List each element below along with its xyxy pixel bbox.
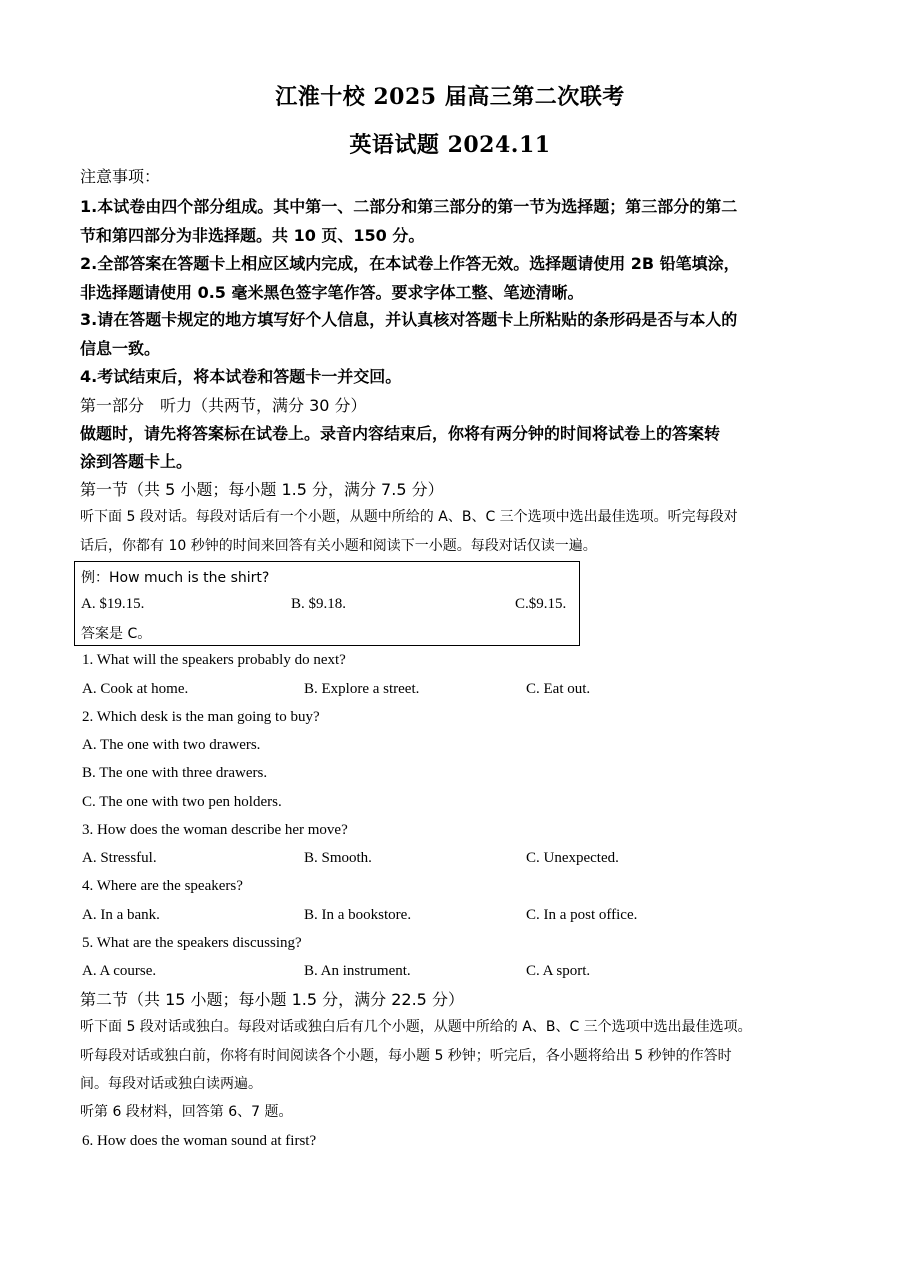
question-1-option-c: C. Eat out. [526, 681, 591, 697]
question-5-option-c: C. A sport. [526, 963, 591, 979]
notice-item-1-line-1: 1.本试卷由四个部分组成。其中第一、二部分和第三部分的第一节为选择题；第三部分的第二 [80, 197, 738, 216]
question-3: 3. How does the woman describe her move? [82, 822, 348, 838]
section1-instruction-line-2: 话后，你都有 10 秒钟的时间来回答有关小题和阅读下一小题。每段对话仅读一遍。 [80, 538, 597, 554]
question-4-option-c: C. In a post office. [526, 907, 638, 923]
example-option-a: A. $19.15. [81, 596, 145, 612]
question-5-option-a: A. A course. [82, 963, 157, 979]
question-2-option-c: C. The one with two pen holders. [82, 794, 282, 810]
question-4-option-a: A. In a bank. [82, 907, 160, 923]
question-1-option-b: B. Explore a street. [304, 681, 420, 697]
question-6: 6. How does the woman sound at first? [82, 1133, 317, 1149]
part1-intro-line-2: 涂到答题卡上。 [80, 452, 193, 471]
section2-heading: 第二节（共 15 小题；每小题 1.5 分，满分 22.5 分） [80, 990, 464, 1009]
section1-instruction-line-1: 听下面 5 段对话。每段对话后有一个小题，从题中所给的 A、B、C 三个选项中选出最佳选项。听完每段对 [80, 509, 738, 525]
notice-item-3-line-2: 信息一致。 [80, 339, 161, 358]
part1-intro-line-1: 做题时，请先将答案标在试卷上。录音内容结束后，你将有两分钟的时间将试卷上的答案转 [80, 424, 721, 443]
question-5-option-b: B. An instrument. [304, 963, 411, 979]
question-2-option-b: B. The one with three drawers. [82, 765, 268, 781]
example-option-c: C.$9.15. [515, 596, 567, 612]
question-1-option-a: A. Cook at home. [82, 681, 189, 697]
question-2: 2. Which desk is the man going to buy? [82, 709, 320, 725]
question-4-option-b: B. In a bookstore. [304, 907, 412, 923]
material-6-note: 听第 6 段材料，回答第 6、7 题。 [80, 1104, 293, 1120]
question-4: 4. Where are the speakers? [82, 878, 243, 894]
section1-heading: 第一节（共 5 小题；每小题 1.5 分，满分 7.5 分） [80, 480, 444, 499]
notice-item-2-line-1: 2.全部答案在答题卡上相应区域内完成，在本试卷上作答无效。选择题请使用 2B 铅笔填涂， [80, 254, 740, 273]
question-2-option-a: A. The one with two drawers. [82, 737, 261, 753]
section2-instruction-line-2: 听每段对话或独白前，你将有时间阅读各个小题，每小题 5 秒钟；听完后，各小题将给出 5 秒钟的作答时 [80, 1048, 732, 1064]
example-box [74, 561, 580, 646]
example-option-b: B. $9.18. [291, 596, 347, 612]
example-question: 例：How much is the shirt? [81, 570, 270, 586]
question-3-option-a: A. Stressful. [82, 850, 157, 866]
question-5: 5. What are the speakers discussing? [82, 935, 302, 951]
question-1: 1. What will the speakers probably do next? [82, 652, 346, 668]
exam-title: 江淮十校 2025 届高三第二次联考 [275, 84, 625, 110]
exam-subtitle: 英语试题 2024.11 [349, 132, 551, 158]
notice-item-4: 4.考试结束后，将本试卷和答题卡一并交回。 [80, 367, 402, 386]
notice-item-1-line-2: 节和第四部分为非选择题。共 10 页、150 分。 [80, 226, 425, 245]
notice-heading: 注意事项： [80, 167, 161, 186]
notice-item-3-line-1: 3.请在答题卡规定的地方填写好个人信息，并认真核对答题卡上所粘贴的条形码是否与本人的 [80, 310, 738, 329]
section2-instruction-line-1: 听下面 5 段对话或独白。每段对话或独白后有几个小题，从题中所给的 A、B、C 三个选项中选出最佳选项。 [80, 1019, 752, 1035]
part1-heading: 第一部分 听力（共两节，满分 30 分） [80, 396, 367, 415]
section2-instruction-line-3: 间。每段对话或独白读两遍。 [80, 1076, 262, 1092]
example-answer: 答案是 C。 [81, 626, 152, 642]
question-3-option-c: C. Unexpected. [526, 850, 619, 866]
question-3-option-b: B. Smooth. [304, 850, 372, 866]
notice-item-2-line-2: 非选择题请使用 0.5 毫米黑色签字笔作答。要求字体工整、笔迹清晰。 [80, 283, 584, 302]
